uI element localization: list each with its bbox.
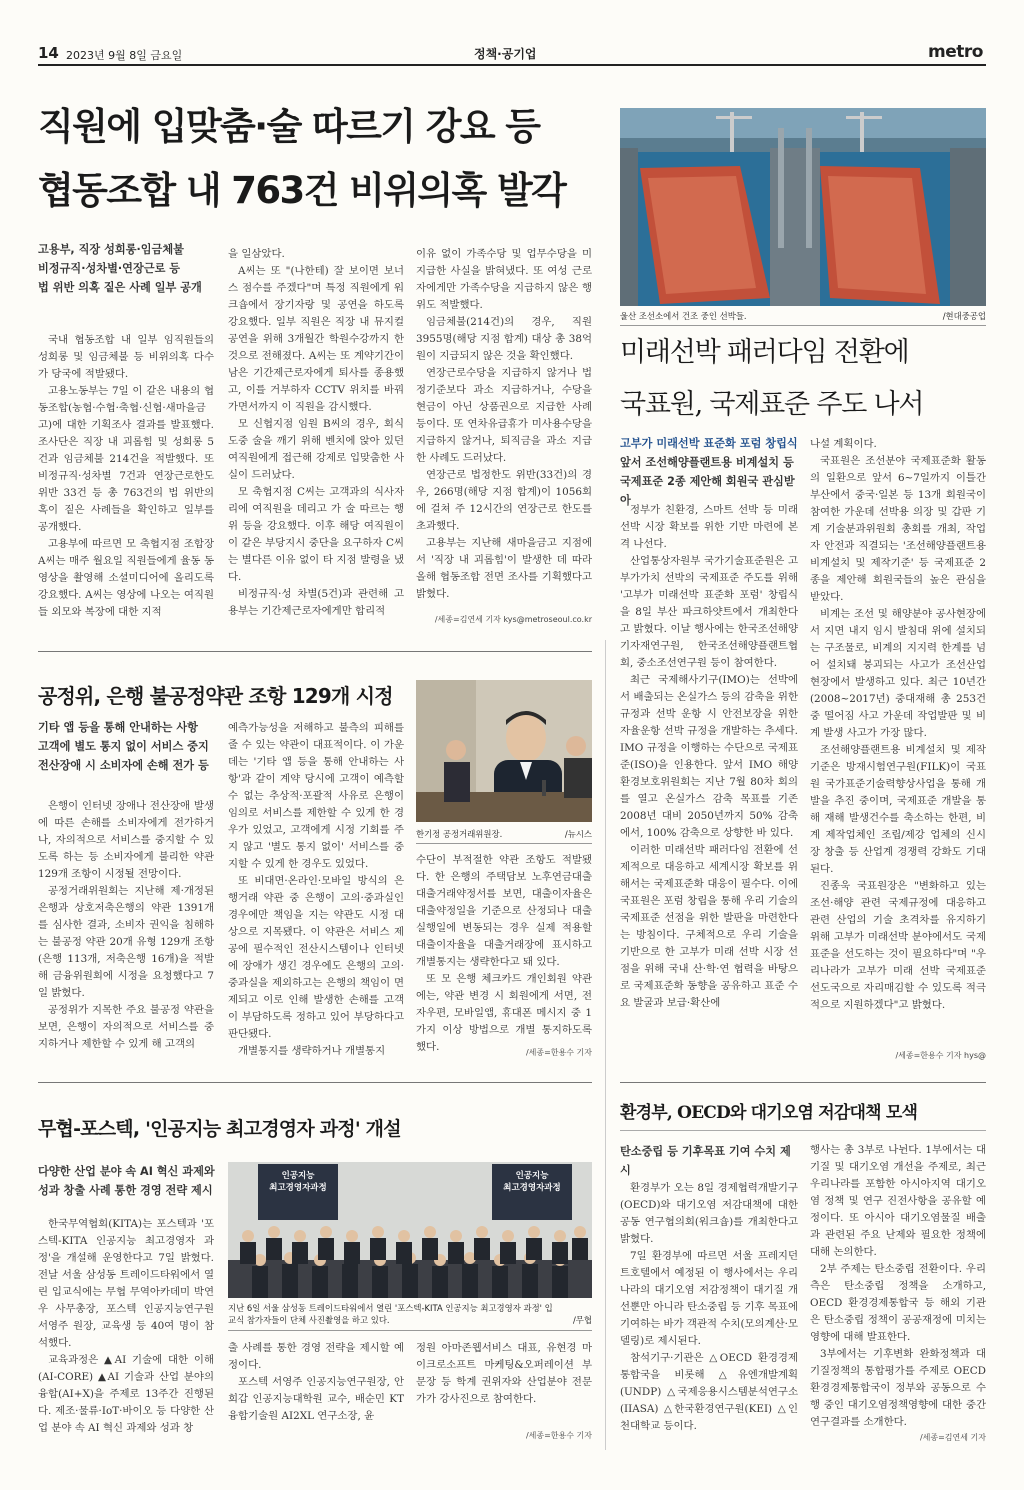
- paragraph: 산업통상자원부 국가기술표준원은 고부가가치 선박의 국제표준 주도를 위해 '고부가 미래선박 표준화 포럼' 창립식을 8일 부산 파크하얏트에서 개최한다고 밝혔다. 이날 행사에는 한국조선해양기자재연구원, 한국조선해양플랜트협회, 중소조선연구원 등이 참여한다.: [620, 555, 798, 669]
- paragraph: 모 축협지점 C씨는 고객과의 식사자리에 여직원을 데리고 가 술 따르는 행위 등을 강요했다. 이후 해당 여직원이 이 같은 부당지시 중단을 요구하자 C씨는 별다른 이유 없이 타 지점 발령을 냈다.: [228, 486, 404, 583]
- paragraph: 고용부는 지난해 새마을금고 지점에서 '직장 내 괴롭힘'이 발생한 데 따라 올해 협동조합 전면 조사를 기획했다고 밝혔다.: [416, 537, 592, 600]
- article1-headline-line2: 협동조합 내 763건 비위의혹 발각: [38, 169, 566, 212]
- paragraph: 비정규직·성 차별(5건)과 관련해 고용부는 기간제근로자에게만 합리적: [228, 588, 404, 617]
- paragraph: A씨는 또 "(나한테) 잘 보이면 보너스 점수를 주겠다"며 특정 직원에게 워크숍에서 장기자랑 및 공연을 하도록 강요했다. 일부 직원은 직장 내 뮤지컬 공연을 위해 3개월간 학원수강까지 한 것으로 전해졌다. A씨는 또 계약기간이 남은 기간제근로자에게 퇴사를 종용했고, 이를 거부하자 CCTV 위치를 바꿔가면서까지 이 직원을 감시했다.: [228, 265, 404, 413]
- subhead-line: 국제표준 2종 제안해 회원국 관심받아: [620, 475, 795, 507]
- subhead-line: 고용부, 직장 성희롱·임금체불: [38, 243, 184, 256]
- article3-photo-caption: 지난 6일 서울 삼성동 트레이드타워에서 열린 '포스텍-KITA 인공지능 최고경영자 과정' 입교식 참가자들이 단체 사진촬영을 하고 있다.: [228, 1303, 553, 1325]
- subhead-line: 앞서 조선해양플랜트용 비계설치 등: [620, 456, 794, 469]
- subhead-line: 전산장애 시 소비자에 손해 전가 등: [38, 759, 209, 772]
- article2-byline: /세종=한용수 기자: [525, 1048, 592, 1057]
- ai-course-group-photo: [228, 1162, 592, 1298]
- shipyard-photo: [620, 108, 986, 306]
- banner-left: [258, 1170, 338, 1194]
- divider: [620, 1130, 986, 1131]
- article4-headline-line2: 국표원, 국제표준 주도 나서: [620, 389, 924, 420]
- article4-photo-caption: 울산 조선소에서 건조 중인 선박들.: [620, 311, 747, 321]
- divider: [620, 1082, 986, 1083]
- page-number: 14: [38, 44, 59, 62]
- article2-col2: [228, 720, 404, 1060]
- article1-byline: /세종=김연세 기자 kys@metroseoul.co.kr: [434, 615, 592, 624]
- paragraph: 개별통지를 생략하거나 개별통지: [238, 1045, 386, 1057]
- paragraph: 참석기구·기관은 △OECD 환경경제통합국을 비롯해 △유엔개발계획(UNDP) △국제응용시스템분석연구소(IIASA) △한국환경연구원(KEI) △인천대학교 등이다.: [620, 1352, 798, 1432]
- paragraph: 나설 계획이다.: [810, 438, 877, 450]
- article2-subhead: [38, 718, 218, 775]
- article1-col1: [38, 332, 214, 632]
- paragraph: 을 일삼았다.: [228, 248, 285, 260]
- article3-byline: /세종=한용수 기자: [525, 1431, 592, 1440]
- divider: [38, 1082, 592, 1083]
- banner-line: 최고경영자과정: [503, 1183, 561, 1193]
- paragraph: 고용부에 따르면 모 축협지점 조합장 A씨는 매주 월요일 직원들에게 율동 동영상을 촬영해 소셜미디어에 올리도록 강요했다. A씨는 영상에 나오는 여직원들 외모와 복장에 대한 지적: [38, 538, 214, 618]
- shipyard-illustration: [620, 108, 986, 306]
- paragraph: 수단이 부적절한 약관 조항도 적발됐다. 한 은행의 주택담보 노후연금대출 대출거래약정서를 보면, 대출이자율은 대출약정일을 기준으로 산정되나 대출 실행일에 변동되는 경우 실제 적용할 대출이자율을 대출거래장에 표시하고 개별통지는 생략한다고 돼 있다.: [416, 854, 592, 968]
- article3-subhead: [38, 1162, 218, 1200]
- article5-byline: /세종=김연세 기자: [919, 1433, 986, 1442]
- paragraph: 7일 환경부에 따르면 서울 프레지던트호텔에서 예정된 이 행사에서는 우리나라의 대기오염 저감정책이 대기질 개선뿐만 아니라 탄소중립 등 기후 목표에 기여하는 바가 객관적 수치(모의계산·모델링)로 제시된다.: [620, 1250, 798, 1347]
- article5-col1: [620, 1180, 798, 1448]
- article3-photo-credit: /무협: [572, 1315, 592, 1325]
- banner-right: [492, 1170, 572, 1194]
- paragraph: 환경부가 오는 8일 경제협력개발기구(OECD)와 대기오염 저감대책에 대한 공동 연구협의회(워크숍)를 개최한다고 밝혔다.: [620, 1182, 798, 1245]
- article4-col2: [810, 436, 986, 1048]
- article4-col1: [620, 502, 798, 1070]
- article4-headline-line1: 미래선박 패러다임 전환에: [620, 337, 909, 368]
- article5-subhead: 탄소중립 등 기후목표 기여 수치 제시: [620, 1145, 791, 1177]
- article3-headline: 무협-포스텍, '인공지능 최고경영자 과정' 개설: [38, 1118, 401, 1140]
- banner-line: 인공지능: [281, 1171, 315, 1181]
- caption-rule: [620, 325, 986, 326]
- ftc-chairman-photo: [416, 680, 592, 822]
- paragraph: 이유 없이 가족수당 및 업무수당을 미지급한 사실을 밝혀냈다. 또 여성 근로자에게만 가족수당을 지급하지 않은 행위도 적발했다.: [416, 248, 592, 311]
- caption-rule: [228, 1330, 592, 1331]
- article1-col2: [228, 246, 404, 632]
- paragraph: 국내 협동조합 내 일부 임직원들의 성희롱 및 임금체불 등 비위의혹 다수가 당국에 적발됐다.: [38, 334, 214, 380]
- article4-byline: /세종=한용수 기자 hys@: [895, 1051, 986, 1060]
- paragraph: 출 사례를 통한 경영 전략을 제시할 예정이다.: [228, 1342, 404, 1371]
- article4-headline: [620, 332, 986, 426]
- paragraph: 조선해양플랜트용 비계설치 및 제작기준은 방재시험연구원(FILK)이 국표원 국가표준기술력향상사업을 통해 개발을 추진 중이며, 국제표준 개발을 통해 재해 발생건수를 축소하는 한편, 비계 제작업체인 조립/제강 업체의 신시장 창출 등 산업계 경쟁력 강화도 기대된다.: [810, 744, 986, 875]
- paragraph: 연장근로 법정한도 위반(33건)의 경우, 266명(해당 지점 합계)이 1056회에 걸쳐 주 12시간의 연장근로 한도를 초과했다.: [416, 469, 592, 532]
- banner-line: 최고경영자과정: [269, 1183, 327, 1193]
- article3-col1: [38, 1216, 214, 1472]
- paragraph: 예측가능성을 저해하고 불측의 피해를 줄 수 있는 약관이 대표적이다. 이 가운데는 '기타 앱 등을 통해 안내하는 사항'과 같이 계약 당시에 고객이 예측할 수 없는 추상적·포괄적 사유로 은행이 임의로 서비스를 제한할 수 있게 한 경우가 있었고, 고객에게 시정 기회를 주지 않고 '별도 통지 없이' 서비스를 중지할 수 있게 한 경우도 있었다.: [228, 722, 404, 870]
- paragraph: 진종욱 국표원장은 "변화하고 있는 조선·해양 관련 국제규정에 대응하고 관련 산업의 기술 초격차를 유지하기 위해 고부가 미래선박 분야에서도 국제표준을 선도하는 것이 필요하다"며 "우리나라가 고부가 미래 선박 국제표준 선도국으로 자리매김할 수 있도록 적극적으로 지원하겠다"고 밝혔다.: [810, 880, 986, 1011]
- paragraph: 연장근로수당을 지급하지 않거나 법정기준보다 과소 지급하거나, 수당을 현금이 아닌 상품권으로 지급한 사례 등이다. 또 연차유급휴가 미사용수당을 지급하지 않거나, 퇴직금을 과소 지급한 사례도 드러났다.: [416, 367, 592, 464]
- subhead-line: 비정규직·성차별·연장근로 등: [38, 262, 181, 275]
- article5-col2: [810, 1142, 986, 1432]
- subhead-line: 성과 창출 사례 통한 경영 전략 제시: [38, 1184, 213, 1197]
- article4-photo-credit: /현대중공업: [942, 311, 986, 321]
- article3-col3: [416, 1340, 592, 1428]
- paragraph: 교육과정은 ▲AI 기술에 대한 이해(AI-CORE) ▲AI 기술과 산업 분야의 융합(AI+X)을 주제로 13주간 진행된다. 제조·물류·IoT·바이오 등 다양한 산업 분야 속 AI 혁신 과제와 성과 창: [38, 1354, 214, 1434]
- paragraph: 포스텍 서영주 인공지능연구원장, 안희갑 인공지능대학원 교수, 배순민 KT 융합기술원 AI2XL 연구소장, 윤: [228, 1376, 404, 1422]
- paragraph: 3부에서는 기후변화 완화정책과 대기질정책의 통합평가를 주제로 OECD 환경경제통합국이 정부와 공동으로 수행 중인 대기오염정책영향에 대한 중간 연구결과를 소개한다.: [810, 1348, 986, 1428]
- paragraph: 국표원은 조선분야 국제표준화 활동의 일환으로 앞서 6~7일까지 이틀간 부산에서 중국·일본 등 13개 회원국이 참여한 가운데 선박용 의장 및 갑판 기계 기술분과위원회 총회를 개최, 작업자 안전과 직결되는 '조선해양플랜트용 비계설치 및 제작기준' 등 국제표준 2종을 제안해 회원국들의 높은 관심을 받았다.: [810, 455, 986, 603]
- paragraph: 2부 주제는 탄소중립 전환이다. 우리 측은 탄소중립 정책을 소개하고, OECD 환경경제통합국 등 해외 기관은 탄소중립 정책이 공공재정에 미치는 영향에 대해 발표한다.: [810, 1263, 986, 1343]
- paragraph: 정원 아마존웹서비스 대표, 유현경 마이크로소프트 마케팅&오퍼레이션 부문장 등 학계 권위자와 산업분야 전문가가 강사진으로 참여한다.: [416, 1342, 592, 1405]
- subhead-line: 기타 앱 등을 통해 안내하는 사항: [38, 721, 198, 734]
- article2-photo-credit: /뉴시스: [564, 829, 592, 839]
- article1-subhead: [38, 240, 218, 297]
- paragraph: 은행이 인터넷 장애나 전산장애 발생에 따른 손해를 소비자에게 전가하거나, 자의적으로 서비스를 중지할 수 있도록 하는 등 소비자에게 불리한 약관 129개 조항이 시정될 전망이다.: [38, 800, 214, 880]
- column-separator: [605, 640, 606, 1450]
- article4-subhead-blue: 고부가 미래선박 표준화 포럼 창립식: [620, 437, 798, 450]
- banner-line: 인공지능: [515, 1171, 549, 1181]
- article3-col2: [228, 1340, 404, 1470]
- paragraph: 이러한 미래선박 패러다임 전환에 선제적으로 대응하고 세계시장 확보를 위해서는 국제표준화 대응이 필수다. 이에 국표원은 포럼 창립을 통해 우리 기술의 국제표준 선점을 위한 발판을 마련한다는 방침이다. 구체적으로 우리 기술을 기반으로 한 고부가 미래 선박 시장 선점을 위해 국내 산·학·연 협력을 바탕으로 국제표준화 동향을 공유하고 표준 수요 발굴과 보급·확산에: [620, 844, 798, 1009]
- paragraph: 정부가 친환경, 스마트 선박 등 미래선박 시장 확보를 위한 기반 마련에 본격 나선다.: [620, 504, 798, 550]
- article1-col3: [416, 246, 592, 608]
- paragraph: 고용노동부는 7일 이 같은 내용의 협동조합(농협·수협·축협·신협·새마을금고)에 대한 기획조사 결과를 발표했다. 조사단은 직장 내 괴롭힘 및 성희롱 5건과 임금체불 214건을 적발했다. 또 비정규직·성차별 7건과 연장근로한도 위반 33건 등 총 763건의 법 위반의 혹이 짙은 사례들을 확인하고 일부를 공개했다.: [38, 385, 214, 533]
- article2-col3: [416, 852, 592, 1058]
- article4-subhead: [620, 434, 800, 510]
- paragraph: 모 신협지점 임원 B씨의 경우, 회식 도중 술을 깨기 위해 벤치에 앉아 있던 여직원에게 접근해 강제로 입맞춤한 사실이 드러났다.: [228, 418, 404, 481]
- caption-rule: [416, 843, 592, 844]
- paragraph: 한국무역협회(KITA)는 포스텍과 '포스텍-KITA 인공지능 최고경영자 과정'을 개설해 운영한다고 7일 밝혔다. 전날 서울 삼성동 트레이드타워에서 열린 입교식에는 무협 무역아카데미 박연우 사무총장, 포스텍 인공지능연구원 서영주 원장, 교육생 등 40여 명이 참석했다.: [38, 1218, 214, 1349]
- paragraph: 또 모 은행 체크카드 개인회원 약관에는, 약관 변경 시 회원에게 서면, 전자우편, 모바일앱, 휴대폰 메시지 중 1가지 이상 방법으로 개별 통지하도록 했다.: [416, 973, 592, 1053]
- section-label: 정책·공기업: [474, 47, 537, 61]
- article1-headline: [38, 100, 608, 218]
- article2-headline: 공정위, 은행 불공정약관 조항 129개 시정: [38, 684, 393, 708]
- article2-col1: [38, 798, 214, 1060]
- subhead-line: 다양한 산업 분야 속 AI 혁신 과제와: [38, 1165, 215, 1178]
- paragraph: 행사는 총 3부로 나뉜다. 1부에서는 대기질 및 대기오염 개선을 주제로, 최근 우리나라를 포함한 아시아지역 대기오염 정책 및 연구 진전사항을 공유할 예정이다. 또 아시아 대기오염물질 배출과 관련된 주요 난제와 필요한 정책에 대해 논의한다.: [810, 1144, 986, 1258]
- paragraph: 또 비대면·온라인·모바일 방식의 은행거래 약관 중 은행이 고의·중과실인 경우에만 책임을 지는 약관도 시정 대상으로 지목됐다. 이 약관은 서비스 제공에 필수적인 전산시스템이나 인터넷에 장애가 생긴 경우에도 은행의 고의·중과실을 제외하고는 은행의 책임이 면제되고 이로 인해 발생한 손해를 고객이 부담하도록 정하고 있어 부당하다고 판단됐다.: [228, 875, 404, 1040]
- article1-headline-line1: 직원에 입맞춤·술 따르기 강요 등: [38, 105, 540, 148]
- subhead-line: 법 위반 의혹 짙은 사례 일부 공개: [38, 281, 202, 294]
- header-rule: [38, 64, 986, 66]
- page-date: 2023년 9월 8일 금요일: [66, 49, 183, 62]
- paragraph: 최근 국제해사기구(IMO)는 선박에서 배출되는 온실가스 등의 감축을 위한 규정과 선박 운항 시 안전보장을 위한 자율운항 선박 규정을 개발하는 추세다. IMO 규정을 이행하는 수단으로 국제표준(ISO)을 인용한다. 앞서 IMO 해양환경보호위원회는 지난 7월 80차 회의를 열고 온실가스 감축 목표를 기존 2008년 대비 2050년까지 50% 감축에서, 100% 감축으로 상향한 바 있다.: [620, 674, 798, 839]
- photo-illustration: [416, 680, 592, 822]
- paragraph: 비계는 조선 및 해양분야 공사현장에서 지면 내지 임시 발침대 위에 설치되는 구조물로, 비계의 지지력 한계를 넘어 설치돼 붕괴되는 사고가 조선산업 현장에서 발생하고 있다. 최근 10년간(2008~2017년) 중대재해 총 253건 중 떨어짐 사고 가운데 작업발판 및 비계 발생 사고가 가장 많다.: [810, 608, 986, 739]
- paragraph: 임금체불(214건)의 경우, 직원 3955명(해당 지점 합계) 대상 총 38억 원이 지급되지 않은 것을 확인했다.: [416, 316, 592, 362]
- divider: [38, 651, 592, 652]
- subhead-line: 고객에 별도 통지 없이 서비스 중지: [38, 740, 209, 753]
- metro-logo: metro: [928, 42, 983, 62]
- paragraph: 공정위가 지목한 주요 불공정 약관을 보면, 은행이 자의적으로 서비스를 중지하거나 제한할 수 있게 해 고객의: [38, 1004, 214, 1050]
- article2-photo-caption: 한기정 공정거래위원장.: [416, 829, 503, 839]
- paragraph: 공정거래위원회는 지난해 제·개정된 은행과 상호저축은행의 약관 1391개를 심사한 결과, 소비자 권익을 침해하는 불공정 약관 20개 유형 129개 조항(은행 113개, 저축은행 16개)을 적발해 금융위원회에 시정을 요청했다고 7일 밝혔다.: [38, 885, 214, 999]
- article5-headline: 환경부, OECD와 대기오염 저감대책 모색: [620, 1103, 918, 1123]
